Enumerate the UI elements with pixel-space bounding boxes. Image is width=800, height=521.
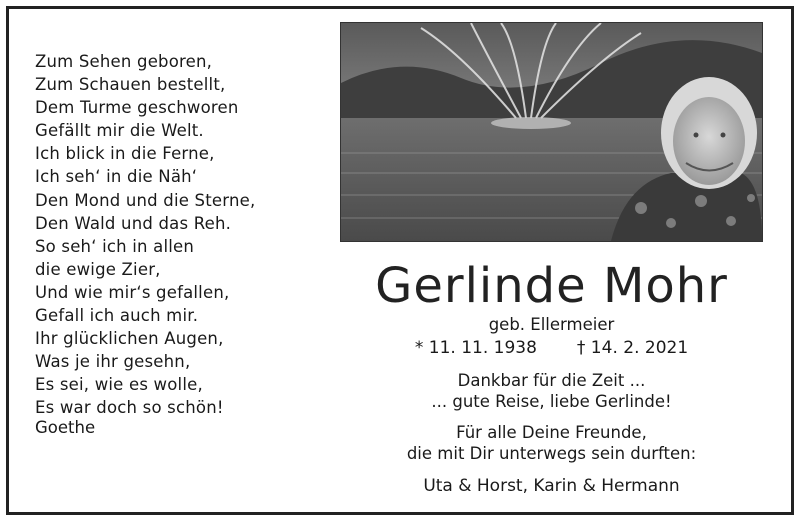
poem: [35, 50, 335, 420]
deceased-name: Gerlinde Mohr: [375, 258, 728, 314]
poem-line: Den Mond und die Sterne,: [35, 190, 256, 210]
signers: Uta & Horst, Karin & Hermann: [423, 476, 680, 496]
thanks-line: ... gute Reise, liebe Gerlinde!: [431, 392, 672, 411]
portrait-photo-image: [341, 23, 762, 241]
poem-line: Was je ihr gesehn,: [35, 352, 191, 372]
thanks-message: [340, 370, 763, 412]
portrait-photo: [340, 22, 763, 242]
poem-line: Es war doch so schön!: [35, 398, 224, 418]
life-dates: [340, 338, 763, 358]
poem-line: Den Wald und das Reh.: [35, 213, 232, 233]
poem-line: Zum Sehen geboren,: [35, 52, 213, 71]
friends-line: Für alle Deine Freunde,: [456, 423, 647, 442]
death-date: † 14. 2. 2021: [576, 338, 689, 358]
poem-line: Gefällt mir die Welt.: [35, 121, 204, 141]
birth-date: * 11. 11. 1938: [414, 338, 537, 358]
poem-line: Zum Schauen bestellt,: [35, 75, 226, 95]
poem-line: Und wie mir‘s gefallen,: [35, 282, 230, 302]
maiden-name: geb. Ellermeier: [488, 315, 615, 334]
poem-line: Gefall ich auch mir.: [35, 306, 199, 326]
poem-line: Ihr glücklichen Augen,: [35, 329, 224, 349]
poem-line: Ich blick in die Ferne,: [35, 144, 215, 164]
poem-line: Dem Turme geschworen: [35, 98, 239, 118]
friends-line: die mit Dir unterwegs sein durften:: [406, 444, 697, 463]
friends-message: [340, 422, 763, 464]
poem-line: Ich seh‘ in die Näh‘: [35, 167, 198, 187]
thanks-line: Dankbar für die Zeit ...: [457, 371, 646, 390]
poem-line: So seh‘ ich in allen: [35, 236, 195, 256]
poem-author: Goethe: [35, 418, 96, 437]
poem-line: Es sei, wie es wolle,: [35, 375, 203, 395]
poem-line: die ewige Zier,: [35, 259, 161, 279]
